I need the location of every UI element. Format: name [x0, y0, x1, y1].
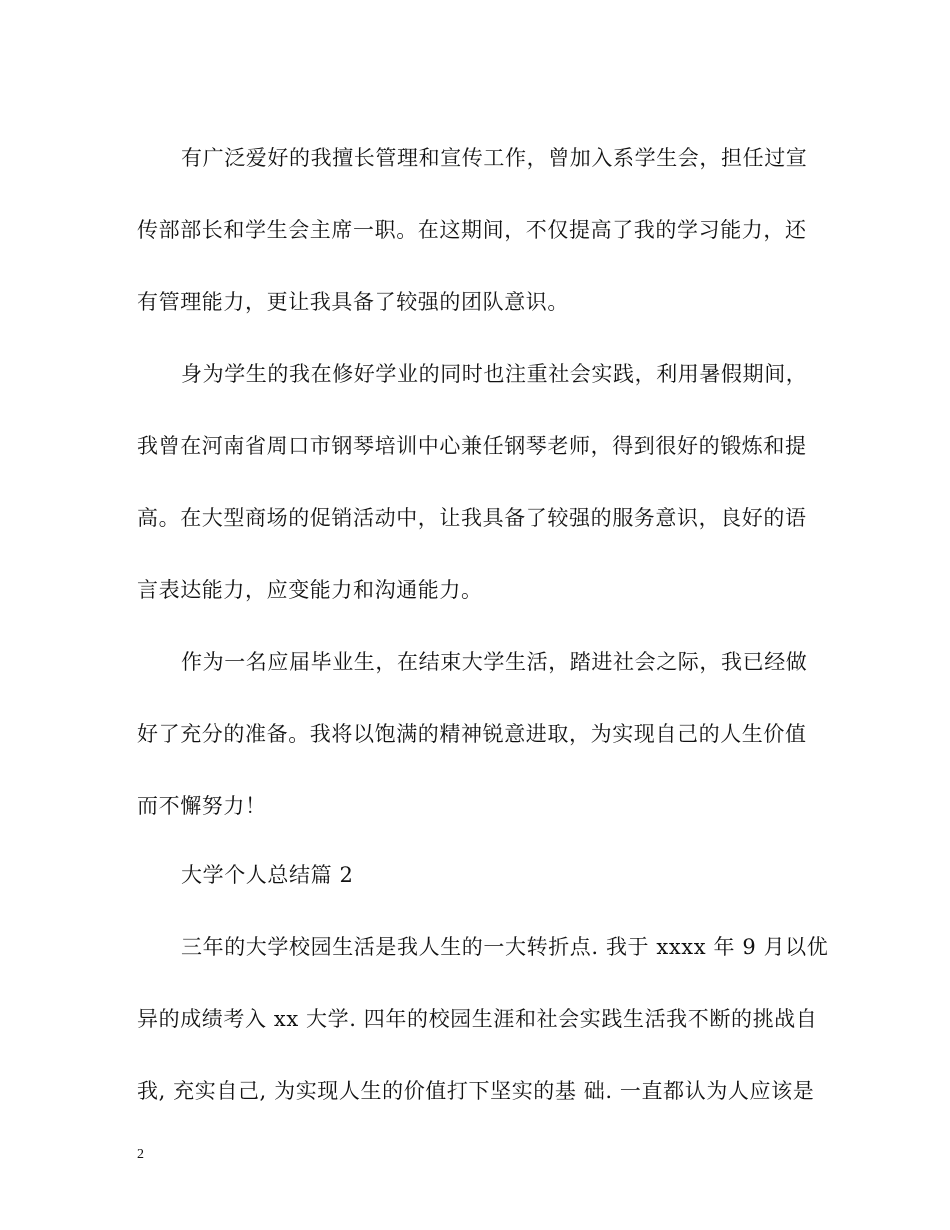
- paragraph-line: 我, 充实自己, 为实现人生的价值打下坚实的基 础. 一直都认为人应该是: [137, 1079, 815, 1103]
- section-heading: 大学个人总结篇 2: [181, 863, 354, 887]
- paragraph-line: 高。在大型商场的促销活动中，让我具备了较强的服务意识，良好的语: [137, 506, 807, 530]
- paragraph-line: 异的成绩考入 xx 大学. 四年的校园生涯和社会实践生活我不断的挑战自: [137, 1007, 818, 1031]
- paragraph-line: 传部部长和学生会主席一职。在这期间，不仅提高了我的学习能力，还: [137, 218, 807, 242]
- paragraph-line: 好了充分的准备。我将以饱满的精神锐意进取，为实现自己的人生价值: [137, 722, 807, 746]
- paragraph-line: 我曾在河南省周口市钢琴培训中心兼任钢琴老师，得到很好的锻炼和提: [137, 434, 807, 458]
- paragraph-line: 有广泛爱好的我擅长管理和宣传工作，曾加入系学生会，担任过宣: [181, 146, 808, 170]
- page-number: 2: [137, 1147, 144, 1162]
- paragraph-line: 言表达能力，应变能力和沟通能力。: [137, 578, 483, 602]
- paragraph-line: 而不懈努力！: [137, 794, 267, 818]
- paragraph-line: 有管理能力，更让我具备了较强的团队意识。: [137, 290, 569, 314]
- paragraph-line: 三年的大学校园生活是我人生的一大转折点. 我于 xxxx 年 9 月以优: [181, 935, 829, 959]
- paragraph-line: 作为一名应届毕业生，在结束大学生活，踏进社会之际，我已经做: [181, 650, 808, 674]
- paragraph-line: 身为学生的我在修好学业的同时也注重社会实践，利用暑假期间，: [181, 362, 808, 386]
